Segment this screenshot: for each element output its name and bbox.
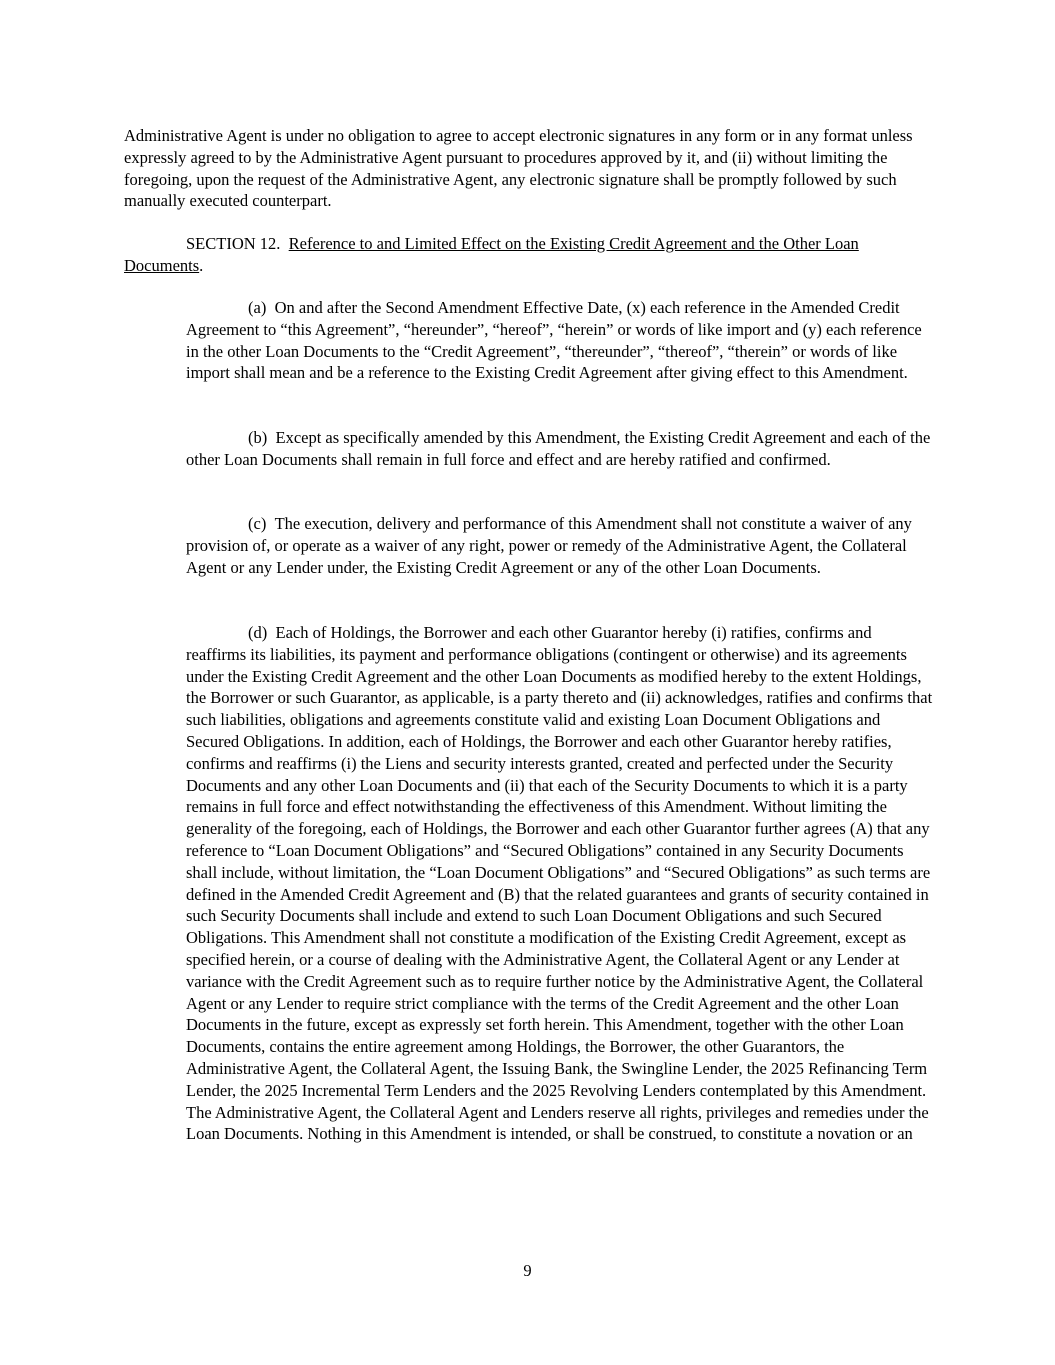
paragraph-d — [186, 622, 934, 1145]
section-heading — [124, 233, 934, 277]
paragraph-b — [186, 427, 934, 471]
section-title: Reference to and Limited Effect on the Existing Credit Agreement and the Other Loan Documents — [124, 234, 859, 275]
page-number: 9 — [523, 1261, 532, 1280]
section-number: SECTION 12. — [186, 234, 281, 253]
paragraph-a-text: On and after the Second Amendment Effective Date, (x) each reference in the Amended Credit Agreement to “this Agreement”, “hereunder”, “hereof”, “herein” or words of like import and (y) each reference in the other Loan Documents to the “Credit Agreement”, “thereunder”, “thereof”, “therein” or words of like import shall mean and be a reference to the Existing Credit Agreement after giving effect to this Amendment. — [186, 298, 922, 383]
continuation-paragraph: Administrative Agent is under no obligation to agree to accept electronic signatures in any form or in any format unless expressly agreed to by the Administrative Agent pursuant to procedures approved by it, and (ii) without limiting the foregoing, upon the request of the Administrative Agent, any electronic signature shall be promptly followed by such manually executed counterpart. — [124, 126, 913, 211]
paragraph-a-label: (a) — [248, 298, 267, 317]
paragraph-c — [186, 513, 934, 578]
paragraph-c-text: The execution, delivery and performance of this Amendment shall not constitute a waiver of any provision of, or operate as a waiver of any right, power or remedy of the Administrative Agent, the Collateral Agent or any Lender under, the Existing Credit Agreement or any of the other Loan Documents. — [186, 514, 912, 577]
paragraph-c-label: (c) — [248, 514, 267, 533]
paragraph-d-label: (d) — [248, 623, 268, 642]
paragraph-d-text: Each of Holdings, the Borrower and each other Guarantor hereby (i) ratifies, confirms and reaffirms its liabilities, its payment and performance obligations (contingent or otherwise) and its agreements under the Existing Credit Agreement and the other Loan Documents as modified hereby to the extent Holdings, the Borrower or such Guarantor, as applicable, is a party thereto and (ii) acknowledges, ratifies and confirms that such liabilities, obligations and agreements constitute valid and existing Loan Document Obligations and Secured Obligations. In addition, each of Holdings, the Borrower and each other Guarantor hereby ratifies, confirms and reaffirms (i) the Liens and security interests granted, created and perfected under the Security Documents and any other Loan Documents and (ii) that each of the Security Documents to which it is a party remains in full force and effect notwithstanding the effectiveness of this Amendment. Without limiting the generality of the foregoing, each of Holdings, the Borrower and each other Guarantor further agrees (A) that any reference to “Loan Document Obligations” and “Secured Obligations” contained in any Security Documents shall include, without limitation, the “Loan Document Obligations” and “Secured Obligations” as such terms are defined in the Amended Credit Agreement and (B) that the related guarantees and grants of security contained in such Security Documents shall include and extend to such Loan Document Obligations and such Secured Obligations. This Amendment shall not constitute a modification of the Existing Credit Agreement, except as specified herein, or a course of dealing with the Administrative Agent, the Collateral Agent or any Lender at variance with the Credit Agreement such as to require further notice by the Administrative Agent, the Collateral Agent or any Lender to require strict compliance with the terms of the Credit Agreement and the other Loan Documents in the future, except as expressly set forth herein. This Amendment, together with the other Loan Documents, contains the entire agreement among Holdings, the Borrower, the other Guarantors, the Administrative Agent, the Collateral Agent, the Issuing Bank, the Swingline Lender, the 2025 Refinancing Term Lender, the 2025 Incremental Term Lenders and the 2025 Revolving Lenders contemplated by this Amendment. The Administrative Agent, the Collateral Agent and Lenders reserve all rights, privileges and remedies under the Loan Documents. Nothing in this Amendment is intended, or shall be construed, to constitute a novation or an — [186, 623, 933, 1144]
paragraph-a — [186, 297, 934, 384]
paragraph-b-label: (b) — [248, 428, 268, 447]
paragraph-b-text: Except as specifically amended by this Amendment, the Existing Credit Agreement and each of the other Loan Documents shall remain in full force and effect and are hereby ratified and confirmed. — [186, 428, 931, 469]
section-title-end: . — [199, 255, 204, 275]
